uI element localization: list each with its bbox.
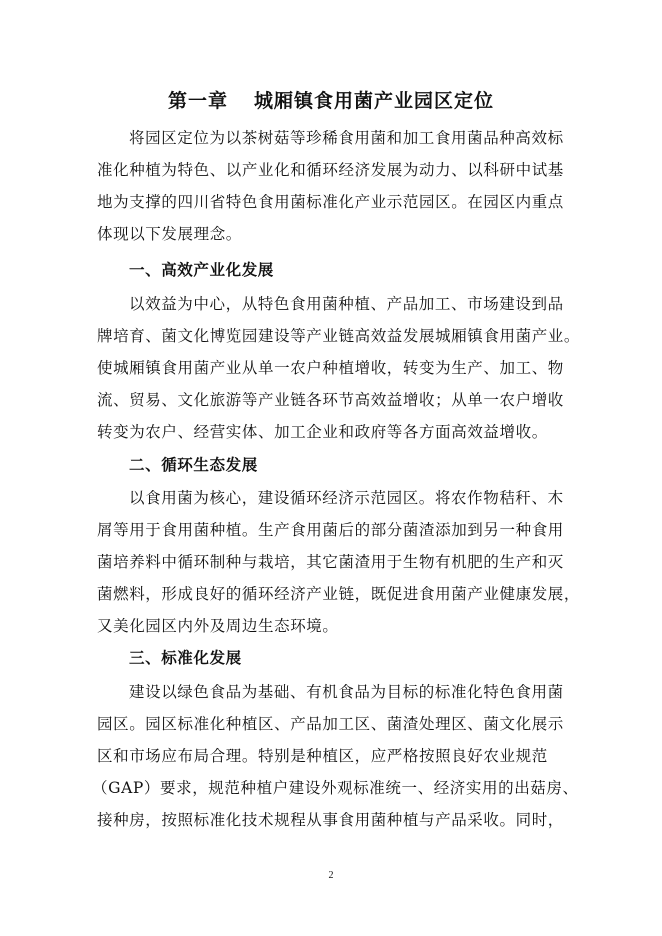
page-number: 2 [328, 870, 334, 881]
chapter-title [0, 86, 662, 113]
paragraph-line: 菌燃料，形成良好的循环经济产业链，既促进食用菌产业健康发展， [97, 585, 581, 603]
section-heading: 三、标准化发展 [129, 648, 242, 667]
paragraph-line: 地为支撑的四川省特色食用菌标准化产业示范园区。在园区内重点 [97, 193, 564, 211]
paragraph-line: 牌培育、菌文化博览园建设等产业链高效益发展城厢镇食用菌产业。 [97, 327, 581, 345]
paragraph-line: 转变为农户、经营实体、加工企业和政府等各方面高效益增收。 [97, 423, 548, 441]
paragraph-line: 区和市场应布局合理。特别是种植区，应严格按照良好农业规范 [97, 747, 548, 765]
paragraph-line: 体现以下发展理念。 [97, 225, 242, 243]
paragraph-line: 使城厢镇食用菌产业从单一农户种植增收，转变为生产、加工、物 [97, 359, 564, 377]
paragraph-line: 园区。园区标准化种植区、产品加工区、菌渣处理区、菌文化展示 [97, 715, 564, 733]
paragraph-line: 将园区定位为以茶树菇等珍稀食用菌和加工食用菌品种高效标 [129, 129, 564, 147]
paragraph-line: 以效益为中心，从特色食用菌种植、产品加工、市场建设到品 [129, 295, 564, 313]
paragraph-line: 接种房，按照标准化技术规程从事食用菌种植与产品采收。同时， [97, 811, 564, 829]
paragraph-line: 建设以绿色食品为基础、有机食品为目标的标准化特色食用菌 [129, 683, 564, 701]
chapter-name: 城厢镇食用菌产业园区定位 [254, 90, 495, 112]
paragraph-line: 屑等用于食用菌种植。生产食用菌后的部分菌渣添加到另一种食用 [97, 521, 564, 539]
paragraph-line: （GAP）要求，规范种植户建设外观标准统一、经济实用的出菇房、 [92, 779, 579, 797]
paragraph-line: 以食用菌为核心，建设循环经济示范园区。将农作物秸秆、木 [129, 489, 564, 507]
chapter-number: 第一章 [167, 90, 228, 112]
paragraph-line: 菌培养料中循环制种与栽培，其它菌渣用于生物有机肥的生产和灭 [97, 553, 564, 571]
paragraph-line: 准化种植为特色、以产业化和循环经济发展为动力、以科研中试基 [97, 161, 564, 179]
paragraph-line: 又美化园区内外及周边生态环境。 [97, 617, 339, 635]
section-heading: 二、循环生态发展 [129, 455, 258, 474]
section-heading: 一、高效产业化发展 [129, 260, 274, 279]
paragraph-line: 流、贸易、文化旅游等产业链各环节高效益增收；从单一农户增收 [97, 391, 564, 409]
